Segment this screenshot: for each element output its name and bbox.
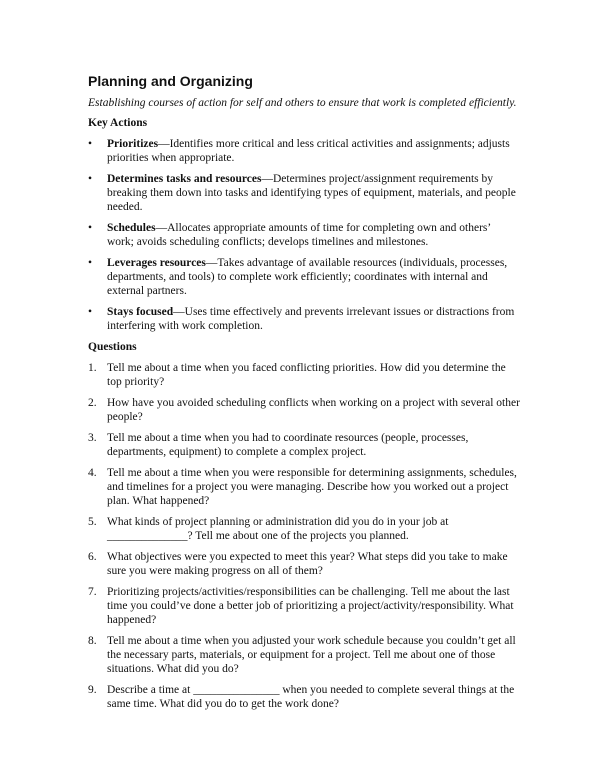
question-number: 7.: [88, 586, 97, 598]
question-text-after: ? Tell me about one of the projects you planned.: [187, 530, 409, 542]
key-actions-list: [88, 137, 520, 333]
key-actions-heading: Key Actions: [88, 117, 148, 129]
key-action-text: —Determines project/assignment requirements by breaking them down into tasks and identifying types of equipment, materials, and people needed.: [107, 173, 516, 213]
question-number: 1.: [88, 362, 97, 374]
question-item: [88, 431, 520, 459]
question-text-before: What kinds of project planning or administration did you do in your job at: [107, 516, 449, 528]
key-action-item: [88, 256, 520, 298]
question-number: 9.: [88, 684, 97, 696]
question-number: 2.: [88, 397, 97, 409]
question-text: Tell me about a time when you had to coordinate resources (people, processes, departments, equipment) to complete a complex project.: [107, 432, 469, 458]
question-number: 5.: [88, 516, 97, 528]
question-item: [88, 466, 520, 508]
page-title: Planning and Organizing: [88, 73, 253, 89]
question-number: 3.: [88, 432, 97, 444]
fill-in-blank: _______________: [193, 684, 280, 696]
key-action-term: Prioritizes: [107, 138, 159, 150]
key-action-item: [88, 172, 520, 214]
question-item: [88, 550, 520, 578]
question-text: Tell me about a time when you were responsible for determining assignments, schedules, and timelines for a project you were managing. Describe how you worked out a project plan. What happened?: [107, 467, 517, 507]
key-action-text: —Identifies more critical and less critical activities and assignments; adjusts priorities when appropriate.: [107, 138, 510, 164]
question-item: [88, 585, 520, 627]
bullet-icon: •: [88, 222, 93, 234]
question-number: 8.: [88, 635, 97, 647]
question-item: [88, 683, 520, 711]
questions-list: [88, 361, 520, 711]
question-text: Tell me about a time when you adjusted your work schedule because you couldn’t get all the necessary parts, materials, or equipment for a project. Tell me about one of those situations. What did you do?: [107, 635, 516, 675]
questions-heading: Questions: [88, 341, 137, 353]
bullet-icon: •: [88, 257, 93, 269]
question-text: What objectives were you expected to meet this year? What steps did you take to make sure you were making progress on all of them?: [107, 551, 508, 577]
document-content: [88, 72, 520, 718]
key-action-item: [88, 221, 520, 249]
key-action-text: —Allocates appropriate amounts of time for completing own and others’ work; avoids scheduling conflicts; develops timelines and milestones.: [107, 222, 491, 248]
key-action-term: Stays focused: [107, 306, 174, 318]
question-text: Prioritizing projects/activities/responsibilities can be challenging. Tell me about the last time you could’ve done a better job of prioritizing a project/activity/responsibility. What happened?: [107, 586, 514, 626]
bullet-icon: •: [88, 306, 93, 318]
question-item: [88, 634, 520, 676]
intro-text: Establishing courses of action for self and others to ensure that work is completed efficiently.: [88, 97, 517, 109]
bullet-icon: •: [88, 173, 93, 185]
key-action-item: [88, 137, 520, 165]
question-item: [88, 515, 520, 543]
question-text-before: Describe a time at: [107, 684, 194, 696]
key-action-term: Leverages resources: [107, 257, 206, 269]
key-action-text: —Takes advantage of available resources (individuals, processes, departments, and tools) to complete work efficiently; coordinates with internal and external partners.: [107, 257, 508, 297]
question-text-after: when you needed to complete several things at the same time. What did you do to get the work done?: [107, 684, 515, 710]
key-action-term: Determines tasks and resources: [107, 173, 262, 185]
key-action-term: Schedules: [107, 222, 156, 234]
question-number: 4.: [88, 467, 97, 479]
key-action-text: —Uses time effectively and prevents irrelevant issues or distractions from interfering with work completion.: [107, 306, 515, 332]
fill-in-blank: ______________: [107, 530, 188, 542]
bullet-icon: •: [88, 138, 93, 150]
question-number: 6.: [88, 551, 97, 563]
question-text: How have you avoided scheduling conflicts when working on a project with several other people?: [107, 397, 520, 423]
question-item: [88, 396, 520, 424]
key-action-item: [88, 305, 520, 333]
question-text: Tell me about a time when you faced conflicting priorities. How did you determine the top priority?: [107, 362, 506, 388]
question-item: [88, 361, 520, 389]
